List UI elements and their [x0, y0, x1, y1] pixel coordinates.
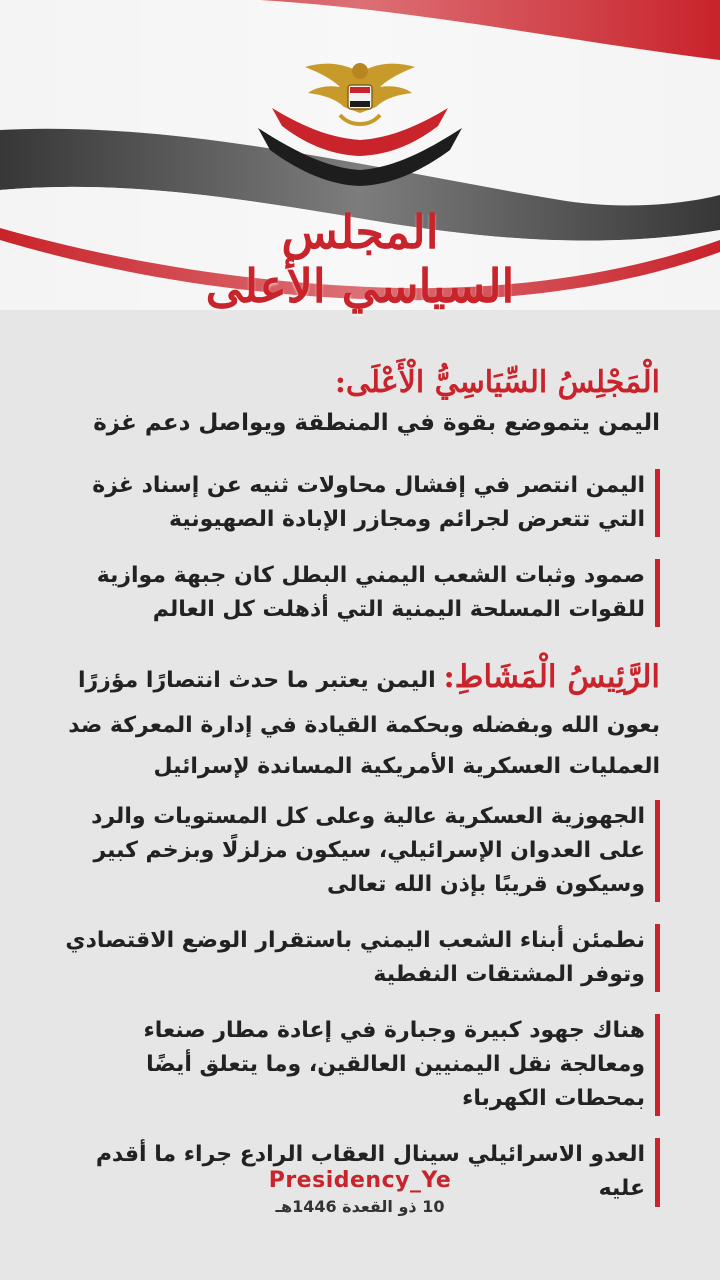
statement-point: اليمن انتصر في إفشال محاولات ثنيه عن إسناد غزة التي تتعرض لجرائم ومجازر الإبادة الصهيونية — [60, 469, 660, 537]
hijri-date: 10 ذو القعدة 1446هـ — [275, 1197, 445, 1216]
flag-header — [0, 0, 720, 313]
headline-statement: اليمن يتموضع بقوة في المنطقة ويواصل دعم غزة — [93, 410, 660, 436]
eagle-emblem-icon — [300, 55, 420, 135]
footer — [0, 1168, 720, 1216]
statement-point: نطمئن أبناء الشعب اليمني باستقرار الوضع الاقتصادي وتوفر المشتقات النفطية — [60, 924, 660, 992]
section-heading: الْمَجْلِسُ السِّيَاسِيُّ الْأَعْلَى: — [334, 365, 660, 400]
president-name: الرَّئِيسُ الْمَشَاطِ: — [443, 658, 660, 695]
statement-point: صمود وثبات الشعب اليمني البطل كان جبهة موازية للقوات المسلحة اليمنية التي أذهلت كل العالم — [60, 559, 660, 627]
president-statement: اليمن يعتبر ما حدث انتصارًا مؤزرًا بعون الله وبفضله وبحكمة القيادة في إدارة المعركة ضد العمليات العسكرية الأمريكية المساندة لإسرائيل — [68, 667, 660, 779]
statement-point: العدو الاسرائيلي سينال العقاب الرادع جراء ما أقدم عليه — [60, 1138, 660, 1206]
president-statement-block — [60, 649, 660, 788]
statement-body — [60, 365, 660, 1229]
statement-point: الجهوزية العسكرية عالية وعلى كل المستويات والرد على العدوان الإسرائيلي، سيكون مزلزلًا وبزخم كبير وسيكون قريبًا بإذن الله تعالى — [60, 800, 660, 902]
account-handle: Presidency_Ye — [268, 1168, 452, 1193]
statement-point: هناك جهود كبيرة وجبارة في إعادة مطار صنعاء ومعالجة نقل اليمنيين العالقين، وما يتعلق أيضًا بمحطات الكهرباء — [60, 1014, 660, 1116]
council-title: المجلس السياسي الأعلى — [205, 205, 515, 313]
